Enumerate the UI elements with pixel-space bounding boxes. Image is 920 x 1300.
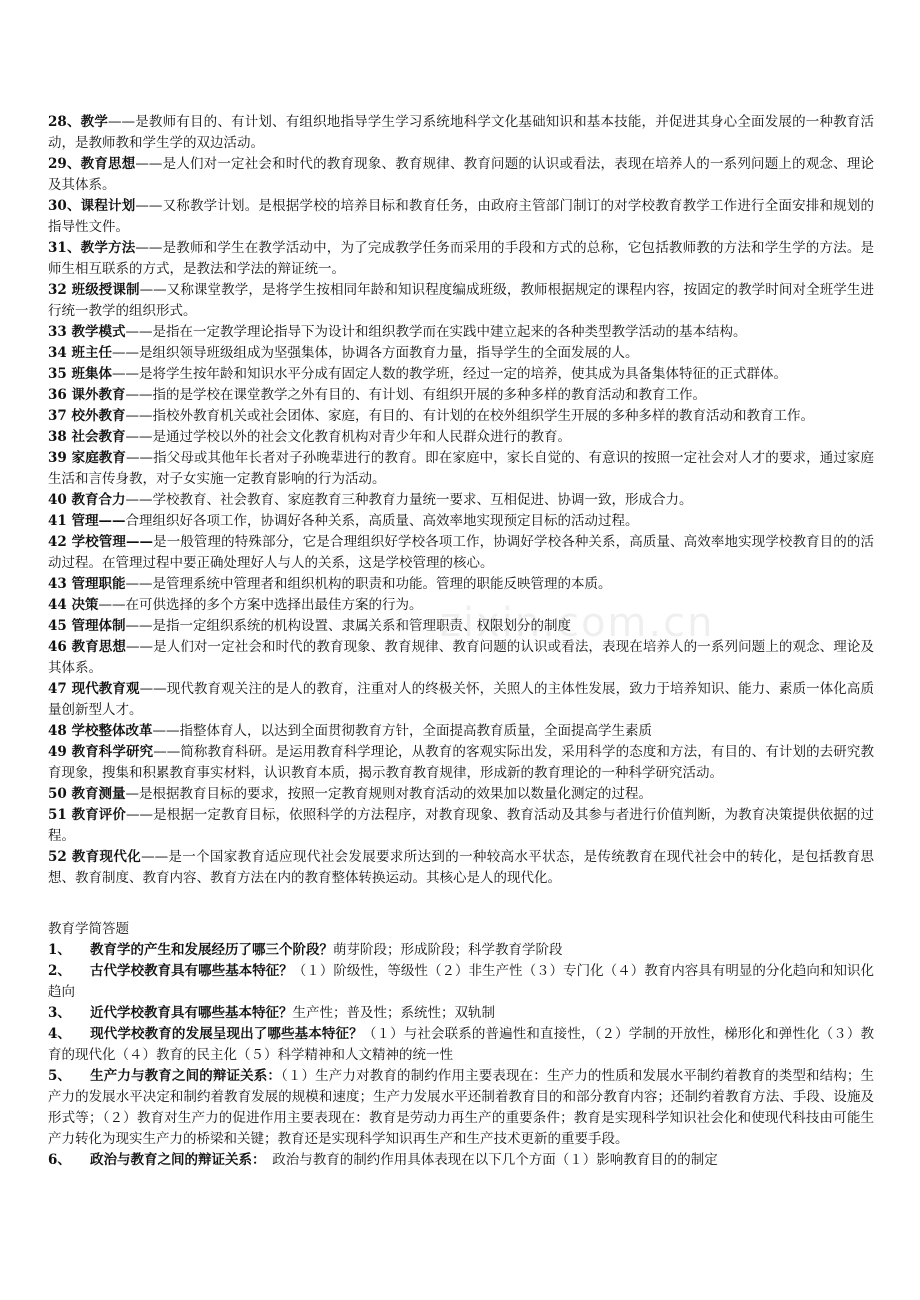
answer-text: （１）生产力对教育的制约作用主要表现在：生产力的性质和发展水平制约着教育的类型和结构；生产力的发展水平决定和制约着教育发展的规模和速度；生产力发展水平还制着教育目的和部分教育内容；还制约着教育方法、手段、设施及形式等；（２）教育对生产力的促进作用主要表现在：教育是劳动力再生产的重要条件；教育是实现科学知识社会化和使现代科技由可能生产力转化为现实生产力的桥梁和关键；教育还是实现科学知识再生产和生产技术更新的重要手段。: [48, 1068, 875, 1147]
entry-term: 教育思想: [80, 156, 136, 172]
definition-entry: [48, 637, 874, 679]
entry-term: 教育科学研究: [71, 744, 154, 760]
entry-number: 52: [48, 849, 72, 865]
definition-entry: [48, 427, 874, 448]
definition-entry: [48, 406, 874, 427]
entry-text: ——指的是学校在课堂教学之外有目的、有计划、有组织开展的多种多样的教育活动和教育工作。: [125, 387, 706, 403]
entry-term: 家庭教育: [71, 450, 127, 466]
entry-number: 46: [48, 639, 72, 655]
entry-text: 合理组织好各项工作，协调好各种关系，高质量、高效率地实现预定目标的活动过程。: [125, 513, 639, 529]
question-text: 教育学的产生和发展经历了哪三个阶段？: [90, 942, 333, 958]
definition-entry: [48, 532, 874, 574]
entry-text: ——指父母或其他年长者对子孙晚辈进行的教育。即在家庭中，家长自觉的、有意识的按照一定社会对人才的要求，通过家庭生活和言传身教，对子女实施一定教育影响的行为活动。: [48, 450, 874, 487]
entry-term: 学校管理——: [71, 534, 154, 550]
entry-term: 教育思想: [71, 639, 127, 655]
entry-number: 31、: [48, 240, 81, 256]
entry-number: 51: [48, 807, 72, 823]
answer-text: 萌芽阶段；形成阶段；科学教育学阶段: [333, 942, 563, 958]
question-text: 古代学校教育具有哪些基本特征？: [90, 963, 293, 979]
question-number: 1、: [48, 942, 71, 958]
entry-number: 50: [48, 786, 72, 802]
entry-term: 教育测量: [71, 786, 126, 802]
entry-term: 教育评价: [71, 807, 127, 823]
entry-text: ——是教师和学生在教学活动中，为了完成教学任务而采用的手段和方式的总称，它包括教师教的方法和学生学的方法。是师生相互联系的方式，是教法和学法的辩证统一。: [48, 240, 875, 277]
entry-number: 42: [48, 534, 72, 550]
entry-number: 39: [48, 450, 72, 466]
question-entry: [48, 1003, 874, 1024]
entry-text: ——又称课堂教学，是将学生按相同年龄和知识程度编成班级，教师根据规定的课程内容，按固定的教学时间对全班学生进行统一教学的组织形式。: [48, 282, 875, 319]
entry-term: 管理体制: [71, 618, 126, 634]
entry-number: 41: [48, 513, 72, 529]
entry-text: —是根据教育目标的要求，按照一定教育规则对教育活动的效果加以数量化测定的过程。: [125, 786, 652, 802]
definition-entry: [48, 490, 874, 511]
entry-number: 35: [48, 366, 72, 382]
entry-term: 教学方法: [80, 240, 136, 256]
entry-number: 38: [48, 429, 72, 445]
definition-entry: [48, 112, 874, 154]
document-page: [48, 112, 874, 1171]
entry-text: ——又称教学计划。是根据学校的培养目标和教育任务，由政府主管部门制订的对学校教育教学工作进行全面安排和规划的指导性文件。: [48, 198, 875, 235]
question-number: 5、: [48, 1068, 71, 1084]
entry-number: 36: [48, 387, 72, 403]
answer-text: 政治与教育的制约作用具体表现在以下几个方面（１）影响教育目的的制定: [258, 1152, 718, 1168]
entry-number: 37: [48, 408, 72, 424]
entry-text: ——在可供选择的多个方案中选择出最佳方案的行为。: [98, 597, 423, 613]
entry-text: ——是将学生按年龄和知识水平分成有固定人数的教学班，经过一定的培养，使其成为具备集体特征的正式群体。: [112, 366, 787, 382]
answer-text: 生产性；普及性；系统性；双轨制: [292, 1005, 495, 1021]
entry-number: 45: [48, 618, 72, 634]
entry-term: 班主任: [71, 345, 112, 361]
definition-entry: [48, 574, 874, 595]
question-entry: [48, 1024, 874, 1066]
definition-entry: [48, 154, 874, 196]
question-number: 3、: [48, 1005, 71, 1021]
question-text: 政治与教育之间的辩证关系：: [90, 1152, 259, 1168]
definition-entry: [48, 805, 874, 847]
question-text: 现代学校教育的发展呈现出了哪些基本特征？: [90, 1026, 363, 1042]
definition-entry: [48, 511, 874, 532]
entry-term: 班级授课制: [71, 282, 140, 298]
entry-text: ——是一个国家教育适应现代社会发展要求所达到的一种较高水平状态，是传统教育在现代社会中的转化，是包括教育思想、教育制度、教育内容、教育方法在内的教育整体转换运动。其核心是人的现代化。: [48, 849, 875, 886]
definition-entry: [48, 742, 874, 784]
entry-term: 教育合力: [71, 492, 126, 508]
entry-text: ——是通过学校以外的社会文化教育机构对青少年和人民群众进行的教育。: [125, 429, 571, 445]
entry-text: ——是根据一定教育目标，依照科学的方法程序，对教育现象、教育活动及其参与者进行价值判断，为教育决策提供依据的过程。: [48, 807, 874, 844]
entry-term: 教育现代化: [71, 849, 142, 865]
entry-term: 现代教育观: [71, 681, 140, 697]
definition-entry: [48, 196, 874, 238]
definition-entry: [48, 616, 874, 637]
entry-term: 管理——: [71, 513, 126, 529]
question-entry: [48, 940, 874, 961]
entry-text: ——指校外教育机关或社会团体、家庭，有目的、有计划的在校外组织学生开展的多种多样的教育活动和教育工作。: [125, 408, 814, 424]
entry-text: ——现代教育观关注的是人的教育，注重对人的终极关怀，关照人的主体性发展，致力于培养知识、能力、素质一体化高质量创新型人才。: [48, 681, 875, 718]
entry-number: 29、: [48, 156, 81, 172]
entry-number: 44: [48, 597, 72, 613]
entry-text: ——是人们对一定社会和时代的教育现象、教育规律、教育问题的认识或看法，表现在培养人的一系列问题上的观念、理论及其体系。: [48, 639, 874, 676]
definition-entry: [48, 280, 874, 322]
definition-entry: [48, 343, 874, 364]
section-title: 教育学简答题: [48, 921, 129, 937]
entry-number: 40: [48, 492, 72, 508]
definitions-list: [48, 112, 874, 889]
definition-entry: [48, 385, 874, 406]
entry-text: 是一般管理的特殊部分，它是合理组织好学校各项工作，协调好学校各种关系，高质量、高效率地实现学校教育目的的活动过程。在管理过程中要正确处理好人与人的关系，这是学校管理的核心。: [48, 534, 874, 571]
entry-number: 33: [48, 324, 72, 340]
entry-term: 课程计划: [80, 198, 136, 214]
entry-text: ——是管理系统中管理者和组织机构的职责和功能。管理的职能反映管理的本质。: [125, 576, 612, 592]
entry-number: 32: [48, 282, 72, 298]
definition-entry: [48, 322, 874, 343]
entry-term: 校外教育: [71, 408, 126, 424]
question-number: 2、: [48, 963, 71, 979]
entry-term: 班集体: [71, 366, 112, 382]
entry-text: ——简称教育科研。是运用教育科学理论，从教育的客观实际出发，采用科学的态度和方法，有目的、有计划的去研究教育现象，搜集和积累教育事实材料，认识教育本质，揭示教育教育规律，形成新的教育理论的一种科学研究活动。: [48, 744, 874, 781]
entry-term: 课外教育: [71, 387, 126, 403]
question-entry: [48, 961, 874, 1003]
definition-entry: [48, 847, 874, 889]
entry-text: ——是教师有目的、有计划、有组织地指导学生学习系统地科学文化基础知识和基本技能，并促进其身心全面发展的一种教育活动，是教师教和学生学的双边活动。: [48, 114, 874, 151]
entry-term: 教学模式: [71, 324, 126, 340]
definition-entry: [48, 595, 874, 616]
definition-entry: [48, 238, 874, 280]
question-number: 4、: [48, 1026, 71, 1042]
entry-text: ——是指在一定教学理论指导下为设计和组织教学而在实践中建立起来的各种类型教学活动的基本结构。: [125, 324, 747, 340]
entry-term: 学校整体改革: [71, 723, 153, 739]
question-entry: [48, 1150, 874, 1171]
entry-term: 决策: [71, 597, 99, 613]
entry-term: 管理职能: [71, 576, 126, 592]
answer-text: （１）阶级性，等级性（２）非生产性（３）专门化（４）教育内容具有明显的分化趋向和知识化趋向: [48, 963, 875, 1000]
question-entry: [48, 1066, 874, 1150]
answer-text: （１）与社会联系的普遍性和直接性，（２）学制的开放性，梯形化和弹性化（３）教育的现代化（４）教育的民主化（５）科学精神和人文精神的统一性: [48, 1026, 875, 1063]
entry-number: 48: [48, 723, 72, 739]
entry-number: 47: [48, 681, 72, 697]
watermark: zixin.com.cn: [440, 600, 715, 646]
entry-number: 28、: [48, 114, 81, 130]
definition-entry: [48, 448, 874, 490]
entry-number: 30、: [48, 198, 81, 214]
questions-list: [48, 940, 874, 1171]
entry-text: ——是组织领导班级组成为坚强集体，协调各方面教育力量，指导学生的全面发展的人。: [112, 345, 639, 361]
definition-entry: [48, 364, 874, 385]
entry-number: 49: [48, 744, 72, 760]
entry-text: ——学校教育、社会教育、家庭教育三种教育力量统一要求、互相促进、协调一致，形成合力。: [125, 492, 693, 508]
entry-number: 34: [48, 345, 72, 361]
entry-text: ——指整体育人，以达到全面贯彻教育方针，全面提高教育质量，全面提高学生素质: [152, 723, 652, 739]
definition-entry: [48, 784, 874, 805]
question-text: 近代学校教育具有哪些基本特征？: [90, 1005, 293, 1021]
question-text: 生产力与教育之间的辩证关系：: [90, 1068, 282, 1084]
entry-term: 教学: [80, 114, 109, 130]
definition-entry: [48, 679, 874, 721]
definition-entry: [48, 721, 874, 742]
entry-text: ——是人们对一定社会和时代的教育现象、教育规律、教育问题的认识或看法，表现在培养人的一系列问题上的观念、理论及其体系。: [48, 156, 875, 193]
entry-term: 社会教育: [71, 429, 126, 445]
entry-text: ——是指一定组织系统的机构设置、隶属关系和管理职责、权限划分的制度: [125, 618, 571, 634]
question-number: 6、: [48, 1152, 71, 1168]
entry-number: 43: [48, 576, 72, 592]
